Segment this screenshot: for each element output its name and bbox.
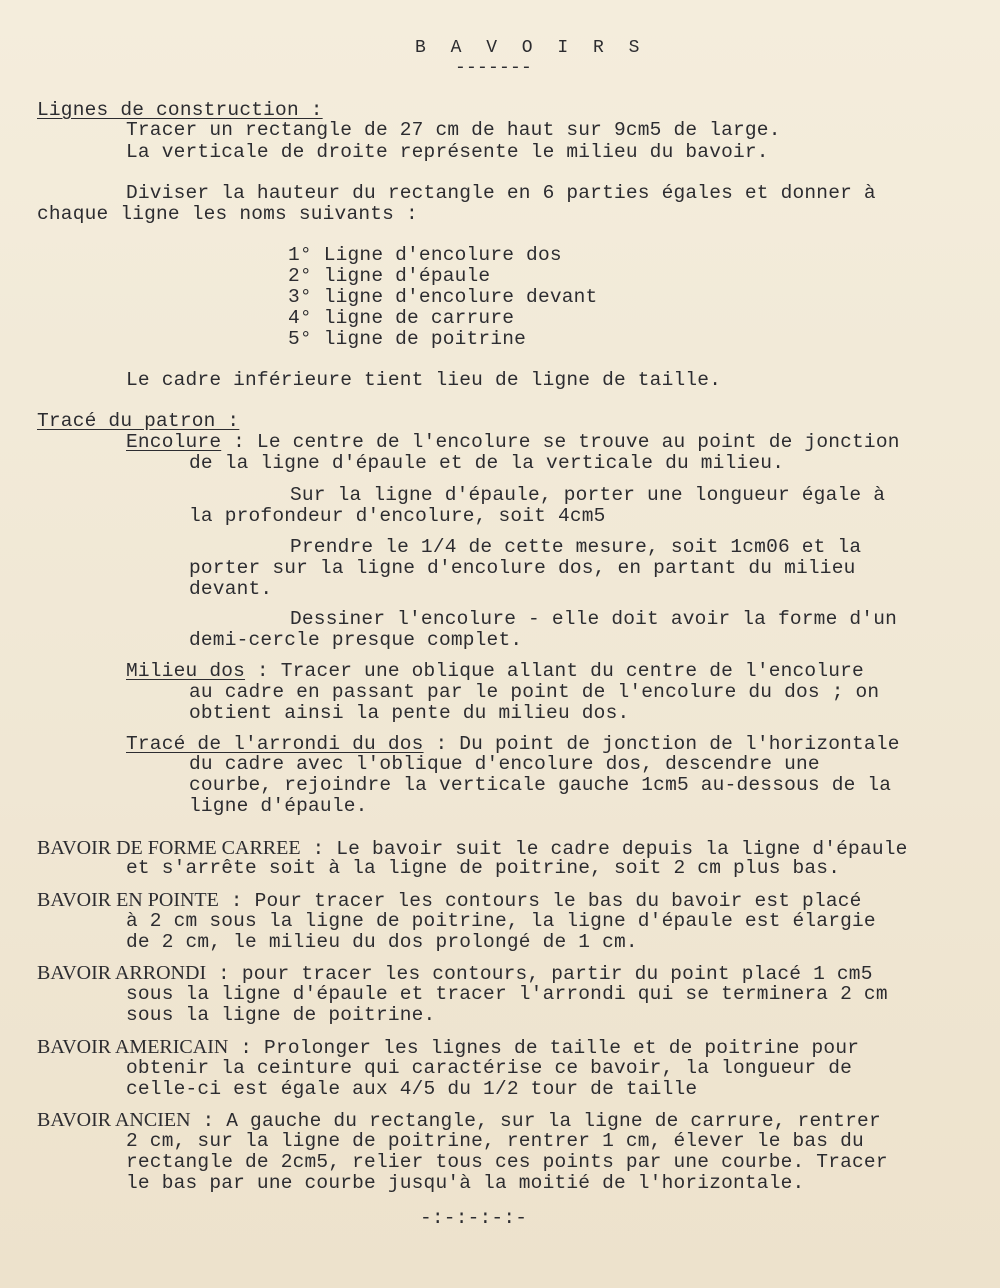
variant-arrondi-head: BAVOIR ARRONDI xyxy=(37,962,207,984)
arrondi-paragraph-line xyxy=(126,734,900,755)
arrondi-paragraph-line: courbe, rejoindre la verticale gauche 1cm5 au-dessous de la xyxy=(189,774,892,796)
encolure-text: : Le centre de l'encolure se trouve au point de jonction xyxy=(221,431,900,453)
variant-carree-line: et s'arrête soit à la ligne de poitrine, soit 2 cm plus bas. xyxy=(126,857,841,879)
line-name-item: 2° ligne d'épaule xyxy=(288,265,491,287)
sur-paragraph-line: Sur la ligne d'épaule, porter une longueur égale à xyxy=(290,484,886,506)
variant-carree-text: : Le bavoir suit le cadre depuis la ligne d'épaule xyxy=(300,838,908,860)
prendre-paragraph-line: porter sur la ligne d'encolure dos, en partant du milieu xyxy=(189,557,856,579)
encolure-label: Encolure xyxy=(126,431,222,453)
divide-paragraph-line: chaque ligne les noms suivants : xyxy=(37,203,418,225)
variant-ancien-text: : A gauche du rectangle, sur la ligne de carrure, rentrer xyxy=(190,1110,881,1132)
variant-pointe-head: BAVOIR EN POINTE xyxy=(37,889,219,911)
variant-pointe-line: de 2 cm, le milieu du dos prolongé de 1 cm. xyxy=(126,931,638,953)
variant-ancien-line: 2 cm, sur la ligne de poitrine, rentrer 1 cm, élever le bas du xyxy=(126,1130,864,1152)
line-name-item: 5° ligne de poitrine xyxy=(288,328,527,350)
line-name-item: 4° ligne de carrure xyxy=(288,307,515,329)
footer-mark: -:-:-:-:- xyxy=(420,1207,528,1229)
variant-americain-head: BAVOIR AMERICAIN xyxy=(37,1036,229,1058)
variant-carree-head: BAVOIR DE FORME CARREE xyxy=(37,837,301,859)
cadre-paragraph: Le cadre inférieure tient lieu de ligne de taille. xyxy=(126,369,722,391)
arrondi-paragraph-line: du cadre avec l'oblique d'encolure dos, descendre une xyxy=(189,753,820,775)
variant-ancien-head: BAVOIR ANCIEN xyxy=(37,1109,191,1131)
construction-line: La verticale de droite représente le milieu du bavoir. xyxy=(126,141,769,163)
dessiner-paragraph-line: Dessiner l'encolure - elle doit avoir la forme d'un xyxy=(290,608,897,630)
line-name-item: 1° Ligne d'encolure dos xyxy=(288,244,562,266)
encolure-paragraph-line xyxy=(126,432,900,453)
trace-heading: Tracé du patron : xyxy=(37,410,240,432)
variant-ancien-line: le bas par une courbe jusqu'à la moitié de l'horizontale. xyxy=(126,1172,805,1194)
sur-paragraph-line: la profondeur d'encolure, soit 4cm5 xyxy=(189,505,606,527)
dessiner-paragraph-line: demi-cercle presque complet. xyxy=(189,629,523,651)
variant-pointe-text: : Pour tracer les contours le bas du bavoir est placé xyxy=(218,890,862,912)
arrondi-paragraph-line: ligne d'épaule. xyxy=(189,795,368,817)
construction-heading: Lignes de construction : xyxy=(37,99,323,121)
arrondi-text: : Du point de jonction de l'horizontale xyxy=(423,733,900,755)
variant-americain-line: obtenir la ceinture qui caractérise ce bavoir, la longueur de xyxy=(126,1057,853,1079)
construction-line: Tracer un rectangle de 27 cm de haut sur 9cm5 de large. xyxy=(126,119,781,141)
variant-arrondi-text: : pour tracer les contours, partir du point placé 1 cm5 xyxy=(206,963,873,985)
milieu-text: : Tracer une oblique allant du centre de l'encolure xyxy=(245,660,864,682)
variant-pointe-line xyxy=(37,890,862,912)
variant-pointe-line: à 2 cm sous la ligne de poitrine, la ligne d'épaule est élargie xyxy=(126,910,876,932)
title-underline: ------- xyxy=(455,58,533,78)
variant-americain-line: celle-ci est égale aux 4/5 du 1/2 tour de taille xyxy=(126,1078,698,1100)
arrondi-label: Tracé de l'arrondi du dos xyxy=(126,733,424,755)
milieu-paragraph-line: obtient ainsi la pente du milieu dos. xyxy=(189,702,630,724)
prendre-paragraph-line: devant. xyxy=(189,578,273,600)
milieu-label: Milieu dos xyxy=(126,660,246,682)
milieu-paragraph-line: au cadre en passant par le point de l'encolure du dos ; on xyxy=(189,681,880,703)
prendre-paragraph-line: Prendre le 1/4 de cette mesure, soit 1cm06 et la xyxy=(290,536,862,558)
variant-americain-line xyxy=(37,1037,859,1059)
variant-ancien-line: rectangle de 2cm5, relier tous ces points par une courbe. Tracer xyxy=(126,1151,888,1173)
encolure-paragraph-line: de la ligne d'épaule et de la verticale du milieu. xyxy=(189,452,785,474)
milieu-paragraph-line xyxy=(126,661,864,682)
document-title: B A V O I R S xyxy=(415,38,647,58)
variant-americain-text: : Prolonger les lignes de taille et de poitrine pour xyxy=(228,1037,860,1059)
line-name-item: 3° ligne d'encolure devant xyxy=(288,286,598,308)
variant-ancien-line xyxy=(37,1110,881,1132)
variant-arrondi-line: sous la ligne d'épaule et tracer l'arrondi qui se terminera 2 cm xyxy=(126,983,888,1005)
divide-paragraph-line: Diviser la hauteur du rectangle en 6 parties égales et donner à xyxy=(126,182,876,204)
variant-arrondi-line: sous la ligne de poitrine. xyxy=(126,1004,436,1026)
variant-arrondi-line xyxy=(37,963,873,985)
